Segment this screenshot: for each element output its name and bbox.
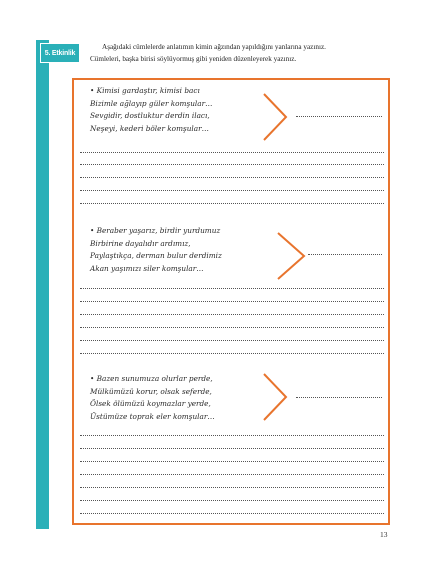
poem-2: [90, 225, 222, 275]
poem-line: Üstümüze toprak eler komşular…: [90, 411, 215, 421]
poem-line: Paylaştıkça, derman bulur derdimiz: [90, 251, 222, 260]
answer-line[interactable]: [308, 254, 382, 255]
writing-line[interactable]: [80, 500, 384, 501]
writing-line[interactable]: [80, 190, 384, 191]
writing-line[interactable]: [80, 448, 384, 449]
writing-line[interactable]: [80, 203, 384, 204]
writing-line[interactable]: [80, 288, 384, 289]
writing-line[interactable]: [80, 327, 384, 328]
instruction-line-1: Aşağıdaki cümlelerde anlatımın kimin ağzından yapıldığını yanlarına yazınız.: [102, 43, 326, 51]
writing-line[interactable]: [80, 353, 384, 354]
poem-line: Ölsek ölümüzü koymazlar yerde,: [90, 399, 211, 408]
poem-3: [90, 373, 215, 423]
answer-line[interactable]: [296, 116, 382, 117]
poem-line: Birbirine dayalıdır ardımız,: [90, 238, 191, 248]
poem-1: [90, 85, 212, 135]
poem-line: • Bazen sunumuza olurlar perde,: [90, 374, 213, 383]
poem-line: Bizimle ağlayıp güler komşular…: [90, 98, 213, 108]
writing-line[interactable]: [80, 177, 384, 178]
writing-line[interactable]: [80, 314, 384, 315]
instruction-line-2: Cümleleri, başka birisi söylüyormuş gibi yeniden düzenleyerek yazınız.: [90, 55, 297, 63]
poem-line: Akan yaşımızı siler komşular…: [90, 263, 204, 273]
page-number: 13: [380, 530, 388, 539]
poem-line: • Beraber yaşarız, birdir yurdumuz: [90, 226, 221, 235]
writing-line[interactable]: [80, 513, 384, 514]
writing-line[interactable]: [80, 474, 384, 475]
writing-line[interactable]: [80, 164, 384, 165]
poem-line: • Kimisi gardaştır, kimisi bacı: [90, 86, 200, 95]
poem-line: Neşeyi, kederi böler komşular…: [90, 123, 209, 133]
writing-line[interactable]: [80, 487, 384, 488]
writing-line[interactable]: [80, 301, 384, 302]
side-color-bar: [36, 40, 49, 529]
bracket-arrow-icon: [262, 372, 288, 422]
writing-line[interactable]: [80, 152, 384, 153]
writing-line[interactable]: [80, 435, 384, 436]
poem-line: Mülkümüzü korur, olsak seferde,: [90, 386, 212, 396]
writing-line[interactable]: [80, 461, 384, 462]
bracket-arrow-icon: [276, 231, 306, 281]
answer-line[interactable]: [296, 397, 382, 398]
poem-line: Sevgidir, dostluktur derdin ilacı,: [90, 111, 210, 120]
activity-badge: 5. Etkinlik: [40, 43, 80, 63]
bracket-arrow-icon: [262, 92, 288, 142]
writing-line[interactable]: [80, 340, 384, 341]
